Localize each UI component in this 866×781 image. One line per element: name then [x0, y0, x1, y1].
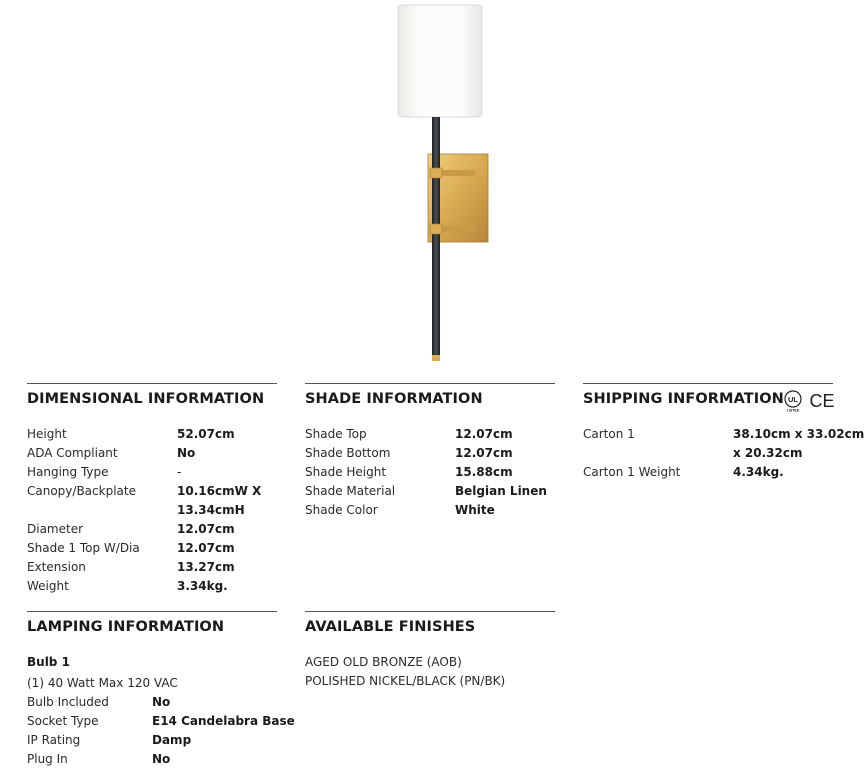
spec-value: No	[152, 752, 171, 766]
section-divider	[305, 611, 555, 612]
section-divider	[305, 383, 555, 384]
spec-value: 38.10cm x 33.02cm	[733, 427, 865, 441]
spec-label: Shade Top	[305, 427, 367, 441]
spec-label: Shade Color	[305, 503, 378, 517]
section-title: AVAILABLE FINISHES	[305, 619, 476, 635]
rod	[432, 117, 440, 359]
spec-value-line2: 13.34cmH	[177, 503, 245, 517]
wall-sconce-illustration	[390, 4, 490, 366]
spec-value: 10.16cmW X	[177, 484, 262, 498]
spec-label: Diameter	[27, 522, 84, 536]
svg-text:LISTED: LISTED	[786, 408, 800, 412]
spec-label: Weight	[27, 579, 69, 593]
section-divider	[27, 611, 277, 612]
spec-label: IP Rating	[27, 733, 81, 747]
spec-label: Shade Height	[305, 465, 387, 479]
spec-label: Carton 1 Weight	[583, 465, 681, 479]
spec-value: 13.27cm	[177, 560, 235, 574]
spec-label: Shade 1 Top W/Dia	[27, 541, 140, 555]
section-divider	[583, 383, 833, 384]
spec-label: Canopy/Backplate	[27, 484, 136, 498]
spec-value: 12.07cm	[455, 446, 513, 460]
upper-arm	[437, 170, 475, 176]
spec-value: -	[177, 465, 182, 479]
spec-value: 4.34kg.	[733, 465, 784, 479]
spec-label: Extension	[27, 560, 86, 574]
bulb-desc-text: (1) 40 Watt Max 120 VAC	[27, 676, 178, 690]
spec-value: No	[177, 446, 196, 460]
ul-listed-icon	[783, 390, 843, 412]
shade-section	[305, 383, 555, 533]
spec-value: 3.34kg.	[177, 579, 228, 593]
finish-label: AGED OLD BRONZE (AOB)	[305, 655, 462, 669]
svg-text:UL: UL	[788, 395, 798, 404]
spec-label: ADA Compliant	[27, 446, 118, 460]
spec-label: Plug In	[27, 752, 68, 766]
spec-label: Shade Material	[305, 484, 396, 498]
spec-label: Hanging Type	[27, 465, 109, 479]
bulb-title: Bulb 1	[27, 655, 70, 669]
spec-label: Socket Type	[27, 714, 99, 728]
spec-value: Belgian Linen	[455, 484, 547, 498]
spec-label: Bulb Included	[27, 695, 109, 709]
spec-label: Shade Bottom	[305, 446, 391, 460]
spec-label: Height	[27, 427, 67, 441]
spec-value: 12.07cm	[177, 541, 235, 555]
spec-value: E14 Candelabra Base	[152, 714, 295, 728]
section-divider	[27, 383, 277, 384]
section-title: SHADE INFORMATION	[305, 391, 483, 407]
dimensional-section	[27, 383, 277, 603]
ce-mark-icon	[809, 391, 834, 411]
certification-marks	[783, 390, 843, 412]
finial	[432, 355, 440, 361]
spec-value: 12.07cm	[455, 427, 513, 441]
section-title: LAMPING INFORMATION	[27, 619, 225, 635]
finish-label: POLISHED NICKEL/BLACK (PN/BK)	[305, 674, 506, 688]
spec-label: Carton 1	[583, 427, 635, 441]
spec-value: 12.07cm	[177, 522, 235, 536]
spec-value: No	[152, 695, 171, 709]
spec-value: White	[455, 503, 495, 517]
lamping-section	[27, 611, 295, 779]
spec-value-line2: x 20.32cm	[733, 446, 803, 460]
section-title: SHIPPING INFORMATION	[583, 391, 784, 407]
svg-text:CE: CE	[809, 391, 835, 411]
lamp-shade	[398, 5, 482, 117]
product-image	[390, 4, 490, 366]
finishes-section	[305, 611, 555, 701]
spec-value: 52.07cm	[177, 427, 235, 441]
section-title: DIMENSIONAL INFORMATION	[27, 391, 265, 407]
spec-value: 15.88cm	[455, 465, 513, 479]
spec-value: Damp	[152, 733, 192, 747]
lower-arm	[437, 226, 475, 232]
